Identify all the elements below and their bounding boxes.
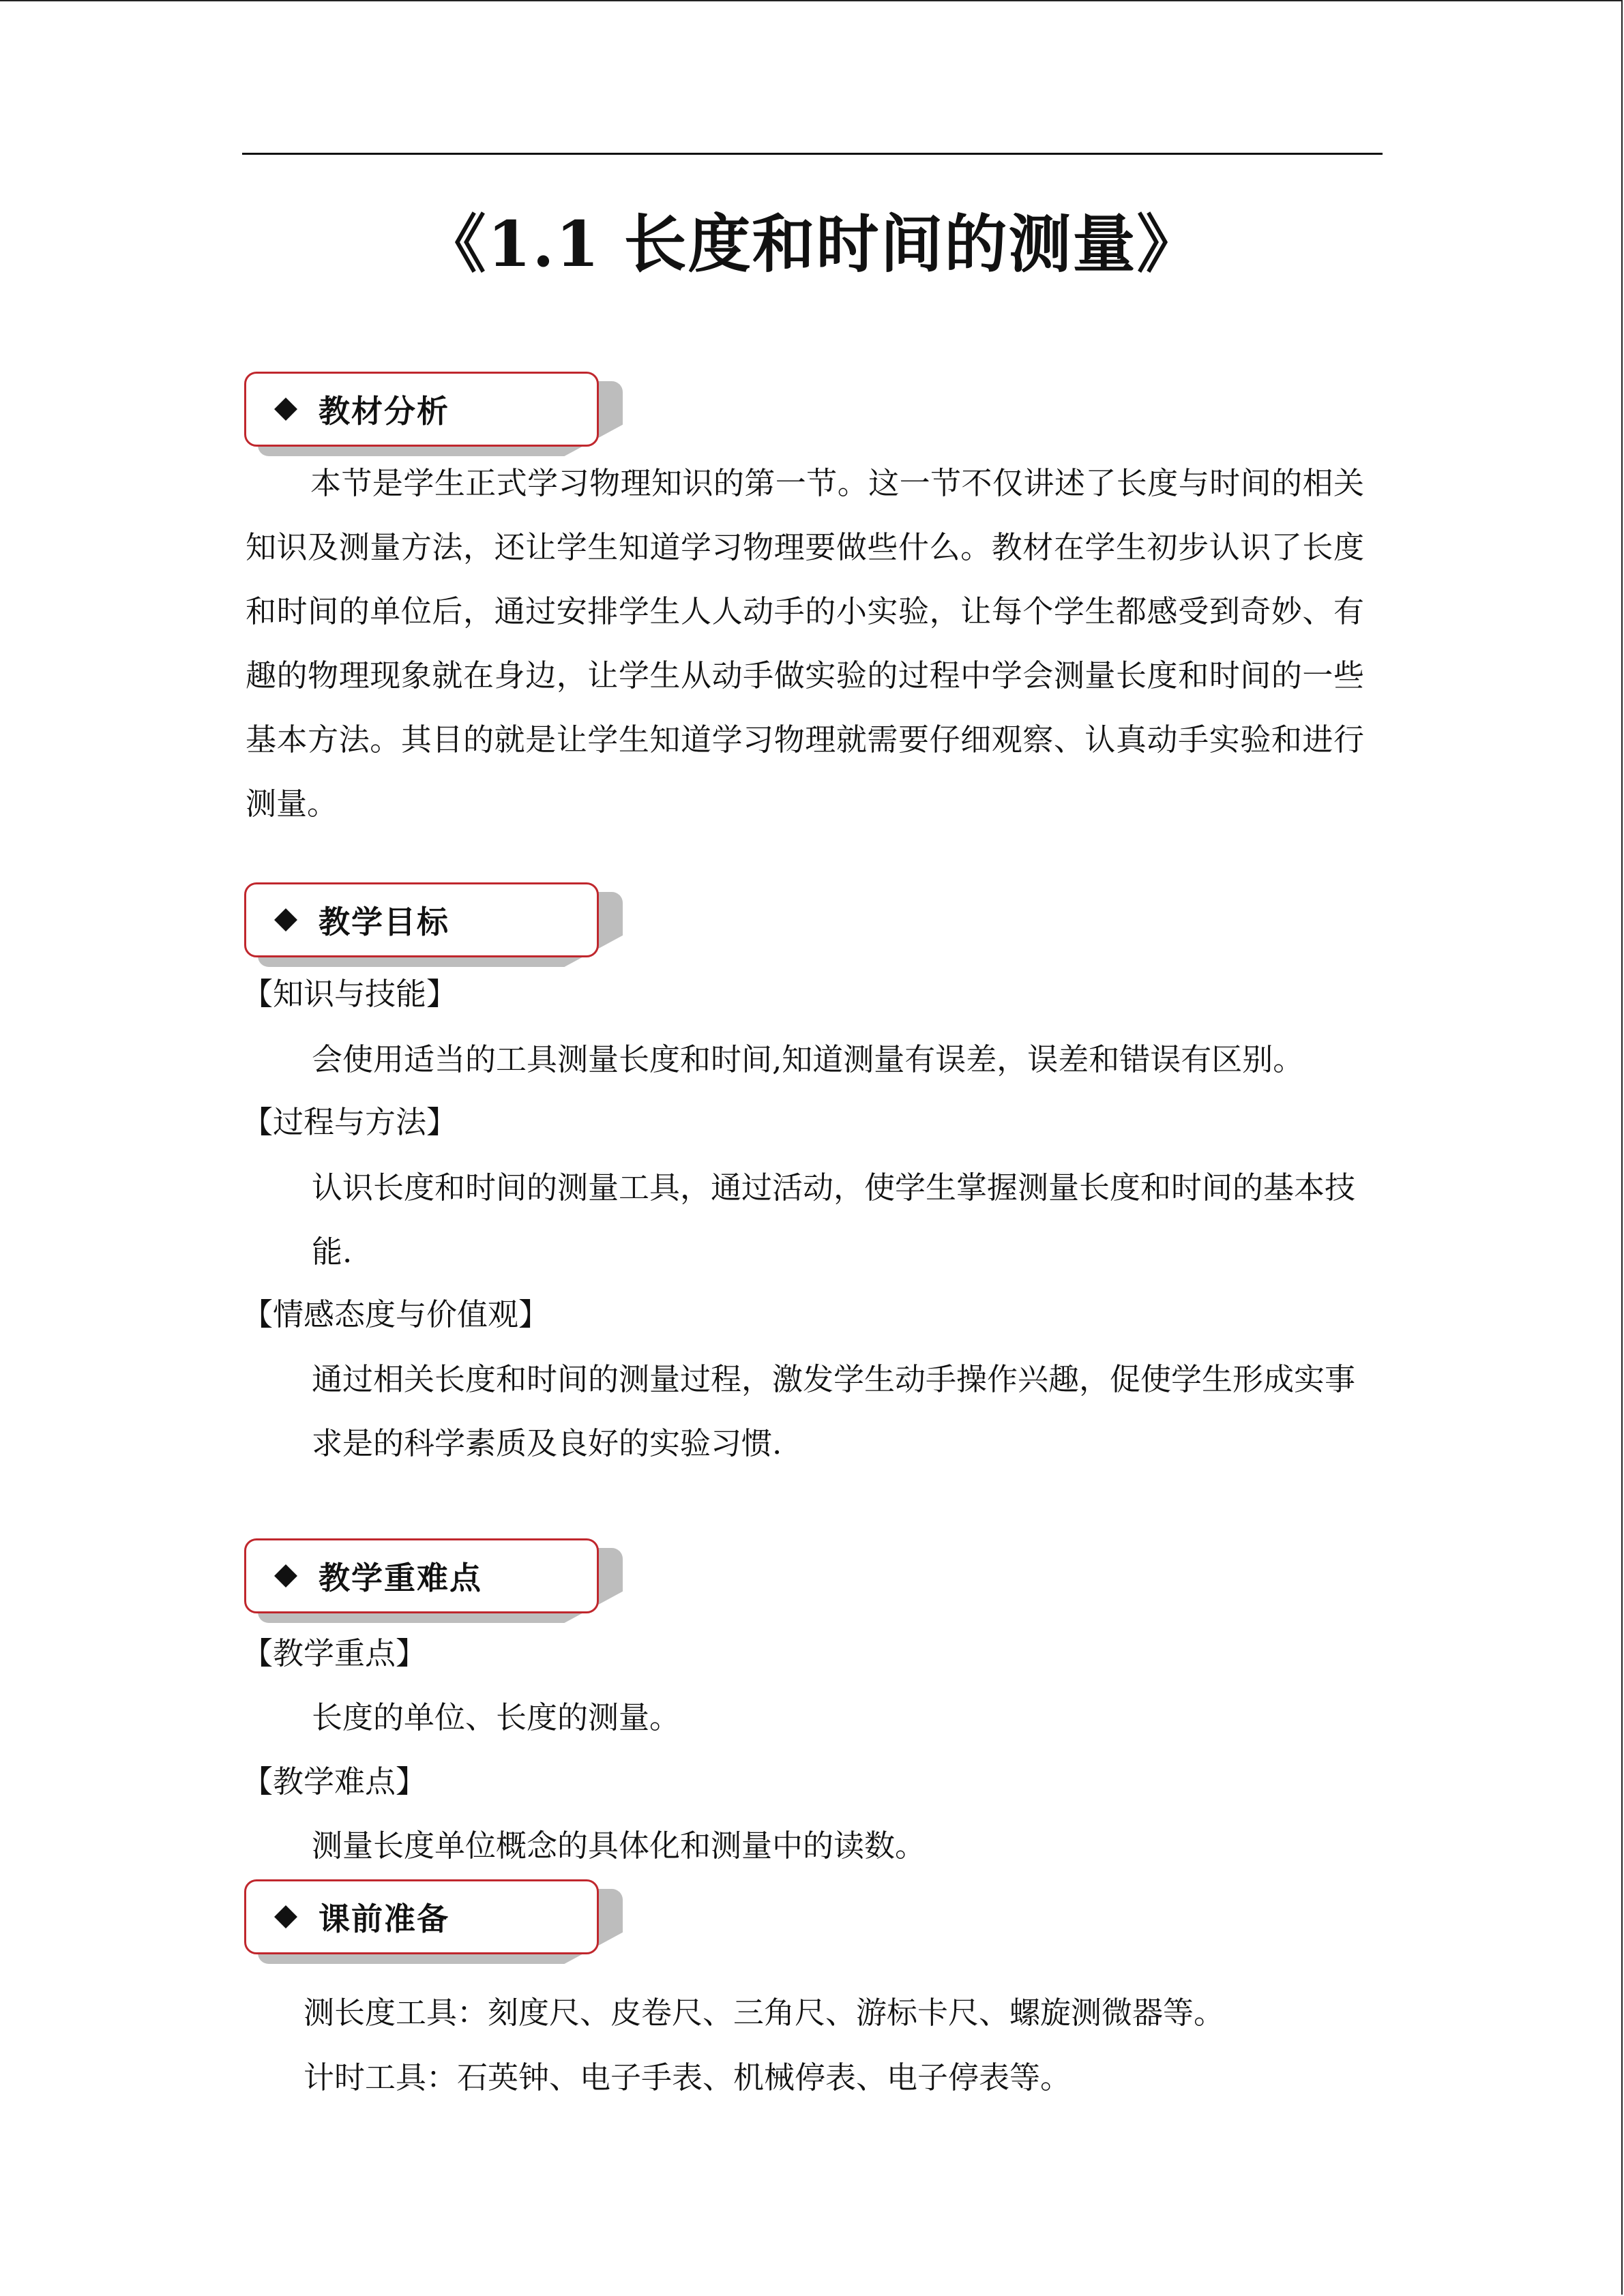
process-text: 认识长度和时间的测量工具，通过活动，使学生掌握测量长度和时间的基本技能. xyxy=(312,1169,1356,1270)
diamond-bullet-icon xyxy=(274,1564,297,1587)
heading-box xyxy=(244,372,599,447)
knowledge-label: 【知识与技能】 xyxy=(242,976,458,1012)
section-heading-analysis xyxy=(244,372,626,453)
attitude-text: 通过相关长度和时间的测量过程，激发学生动手操作兴趣，促使学生形成实事求是的科学素质及良好的实验习惯. xyxy=(312,1361,1356,1461)
heading-box xyxy=(244,1538,599,1613)
length-tools-text: 测长度工具：刻度尺、皮卷尺、三角尺、游标卡尺、螺旋测微器等。 xyxy=(304,1995,1225,2031)
section-heading-preparation xyxy=(244,1879,626,1961)
heading-box xyxy=(244,882,599,957)
focus-label: 【教学重点】 xyxy=(242,1635,427,1671)
diamond-bullet-icon xyxy=(274,908,297,931)
difficulty-label: 【教学难点】 xyxy=(242,1763,427,1800)
time-tools-text: 计时工具：石英钟、电子手表、机械停表、电子停表等。 xyxy=(304,2059,1072,2096)
heading-label: 教学目标 xyxy=(319,904,449,940)
section-heading-key-points xyxy=(244,1538,626,1620)
analysis-paragraph: 本节是学生正式学习物理知识的第一节。这一节不仅讲述了长度与时间的相关知识及测量方法，还让学生知道学习物理要做些什么。教材在学生初步认识了长度和时间的单位后，通过安排学生人人动手的小实验，让每个学生都感受到奇妙、有趣的物理现象就在身边，让学生从动手做实验的过程中学会测量长度和时间的一些基本方法。其目的就是让学生知道学习物理就需要仔细观察、认真动手实验和进行测量。 xyxy=(246,465,1364,822)
attitude-label: 【情感态度与价值观】 xyxy=(242,1296,550,1332)
diamond-bullet-icon xyxy=(274,398,297,421)
section-heading-goals xyxy=(244,882,626,964)
process-label: 【过程与方法】 xyxy=(242,1104,458,1140)
document-title: 《1.1 长度和时间的测量》 xyxy=(423,207,1201,281)
knowledge-text: 会使用适当的工具测量长度和时间,知道测量有误差，误差和错误有区别。 xyxy=(312,1041,1304,1077)
heading-label: 教材分析 xyxy=(319,393,449,430)
difficulty-text: 测量长度单位概念的具体化和测量中的读数。 xyxy=(312,1828,926,1864)
header-rule xyxy=(242,153,1383,155)
heading-label: 课前准备 xyxy=(319,1900,449,1937)
diamond-bullet-icon xyxy=(274,1905,297,1928)
heading-label: 教学重难点 xyxy=(319,1560,482,1596)
focus-text: 长度的单位、长度的测量。 xyxy=(312,1699,681,1735)
heading-box xyxy=(244,1879,599,1954)
